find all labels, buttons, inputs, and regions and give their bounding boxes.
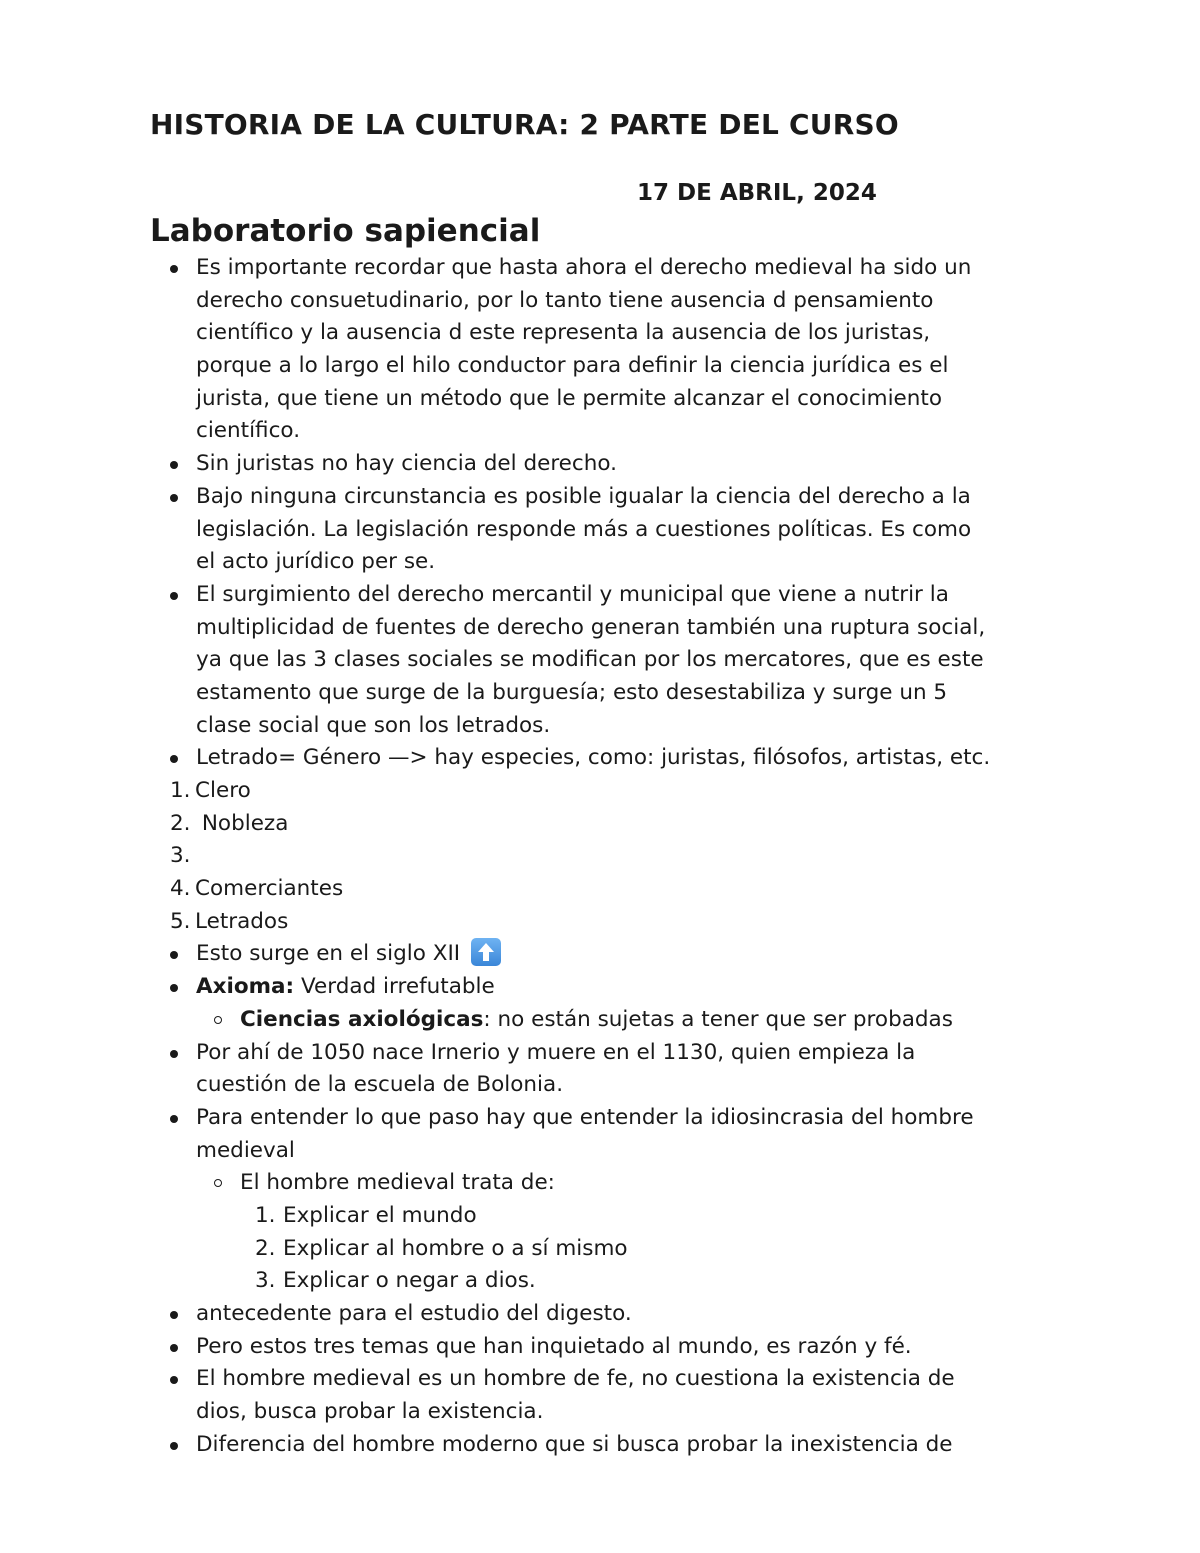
list-item-text: el acto jurídico per se.	[196, 549, 436, 575]
list-item-text: cuestión de la escuela de Bolonia.	[196, 1072, 564, 1098]
list-item	[150, 252, 1060, 285]
bullet-disc-icon	[170, 951, 178, 959]
bullet-disc-icon	[170, 461, 178, 469]
number-marker: 1.	[255, 1202, 276, 1228]
list-item-text: científico y la ausencia d este representa la ausencia de los juristas,	[196, 320, 931, 346]
list-item	[150, 579, 1060, 612]
number-marker: 5.	[170, 908, 191, 934]
numbered-item-text: Comerciantes	[195, 876, 344, 902]
numbered-item-text: Explicar al hombre o a sí mismo	[283, 1235, 628, 1261]
list-item-text: : no están sujetas a tener que ser probadas	[483, 1006, 953, 1032]
list-item	[150, 971, 1060, 1004]
list-item-text: El surgimiento del derecho mercantil y municipal que viene a nutrir la	[196, 581, 949, 607]
list-item-continuation	[150, 317, 1060, 350]
number-marker: 2.	[170, 810, 191, 836]
sub-numbered-item	[150, 1265, 1060, 1298]
bullet-disc-icon	[170, 265, 178, 273]
number-marker: 1.	[170, 778, 191, 803]
list-item-text: ya que las 3 clases sociales se modifican por los mercatores, que es este	[196, 647, 984, 673]
numbered-item	[150, 775, 1060, 808]
numbered-item-text: Explicar o negar a dios.	[283, 1268, 536, 1294]
list-item-text: medieval	[196, 1137, 295, 1163]
numbered-item	[150, 808, 1060, 841]
number-marker: 3.	[255, 1268, 276, 1294]
bullet-disc-icon	[170, 1376, 178, 1384]
list-item-continuation	[150, 415, 1060, 448]
sub-numbered-item	[150, 1200, 1060, 1233]
list-item-text: legislación. La legislación responde más a cuestiones políticas. Es como	[196, 516, 972, 542]
list-item-text: Bajo ninguna circunstancia es posible igualar la ciencia del derecho a la	[196, 483, 971, 509]
list-item-text: científico.	[196, 418, 301, 444]
numbered-item	[150, 906, 1060, 939]
list-item-text: El hombre medieval es un hombre de fe, no cuestiona la existencia de	[196, 1366, 955, 1392]
list-item-text: derecho consuetudinario, por lo tanto tiene ausencia d pensamiento	[196, 287, 934, 313]
list-item-text: dios, busca probar la existencia.	[196, 1399, 544, 1425]
list-item-text: Diferencia del hombre moderno que si busca probar la inexistencia de	[196, 1431, 953, 1457]
numbered-item	[150, 840, 1060, 873]
list-item-continuation	[150, 514, 1060, 547]
notes-body	[150, 252, 1060, 1461]
numbered-item-text: Clero	[195, 778, 251, 803]
list-item	[150, 1429, 1060, 1462]
list-item-continuation	[150, 285, 1060, 318]
list-item-text: Pero estos tres temas que han inquietado al mundo, es razón y fé.	[196, 1333, 912, 1359]
list-item	[150, 1331, 1060, 1364]
bullet-disc-icon	[170, 755, 178, 763]
list-item-text: El hombre medieval trata de:	[240, 1170, 555, 1196]
list-item-text: jurista, que tiene un método que le permite alcanzar el conocimiento	[196, 385, 942, 411]
numbered-item-text: Explicar el mundo	[283, 1202, 477, 1228]
bullet-disc-icon	[170, 1115, 178, 1123]
list-item-continuation	[150, 383, 1060, 416]
list-item	[150, 742, 1060, 775]
term-label: Axioma:	[196, 974, 295, 1000]
numbered-item-text: Nobleza	[195, 810, 289, 836]
list-item	[150, 1363, 1060, 1396]
document-date: 17 DE ABRIL, 2024	[637, 180, 877, 206]
number-marker: 2.	[255, 1235, 276, 1261]
list-item-text: estamento que surge de la burguesía; esto desestabiliza y surge un 5	[196, 679, 948, 705]
term-label: Ciencias axiológicas	[240, 1006, 484, 1032]
bullet-disc-icon	[170, 1311, 178, 1319]
bullet-disc-icon	[170, 592, 178, 600]
list-item-text: antecedente para el estudio del digesto.	[196, 1301, 632, 1326]
list-item-continuation	[150, 710, 1060, 743]
list-item-continuation	[150, 1069, 1060, 1102]
list-item-continuation	[150, 1396, 1060, 1429]
sub-numbered-item	[150, 1233, 1060, 1266]
list-item	[150, 448, 1060, 481]
list-item	[150, 1037, 1060, 1070]
list-item	[150, 1102, 1060, 1135]
bullet-circle-icon	[214, 1179, 222, 1187]
numbered-item	[150, 873, 1060, 906]
bullet-disc-icon	[170, 1050, 178, 1058]
number-marker: 4.	[170, 876, 191, 902]
list-item-continuation	[150, 612, 1060, 645]
list-item	[150, 938, 1060, 971]
numbered-item-text: Letrados	[195, 908, 289, 934]
section-heading: Laboratorio sapiencial	[150, 213, 541, 249]
list-item-text: Sin juristas no hay ciencia del derecho.	[196, 451, 617, 477]
list-item-text: clase social que son los letrados.	[196, 712, 551, 738]
list-item-text: porque a lo largo el hilo conductor para definir la ciencia jurídica es el	[196, 353, 949, 379]
list-item	[150, 481, 1060, 514]
sub-list-item	[150, 1167, 1060, 1200]
list-item-text: Verdad irrefutable	[294, 974, 495, 1000]
list-item-text: Es importante recordar que hasta ahora el derecho medieval ha sido un	[196, 255, 972, 280]
list-item-text: Para entender lo que paso hay que entender la idiosincrasia del hombre	[196, 1104, 974, 1130]
bullet-circle-icon	[214, 1016, 222, 1024]
list-item-continuation	[150, 677, 1060, 710]
list-item	[150, 1298, 1060, 1331]
list-item-continuation	[150, 546, 1060, 579]
bullet-disc-icon	[170, 494, 178, 502]
list-item-text: multiplicidad de fuentes de derecho generan también una ruptura social,	[196, 614, 986, 640]
up-arrow-icon	[471, 938, 501, 966]
bullet-disc-icon	[170, 1344, 178, 1352]
number-marker: 3.	[170, 843, 191, 869]
sub-list-item	[150, 1004, 1060, 1037]
list-item-continuation	[150, 1135, 1060, 1168]
list-item-text: Esto surge en el siglo XII	[196, 941, 461, 967]
bullet-disc-icon	[170, 984, 178, 992]
bullet-disc-icon	[170, 1442, 178, 1450]
list-item-text: Por ahí de 1050 nace Irnerio y muere en el 1130, quien empieza la	[196, 1039, 916, 1065]
document-title: HISTORIA DE LA CULTURA: 2 PARTE DEL CURSO	[150, 108, 899, 141]
list-item-continuation	[150, 644, 1060, 677]
list-item-text: Letrado= Género —> hay especies, como: juristas, filósofos, artistas, etc.	[196, 745, 991, 771]
list-item-continuation	[150, 350, 1060, 383]
